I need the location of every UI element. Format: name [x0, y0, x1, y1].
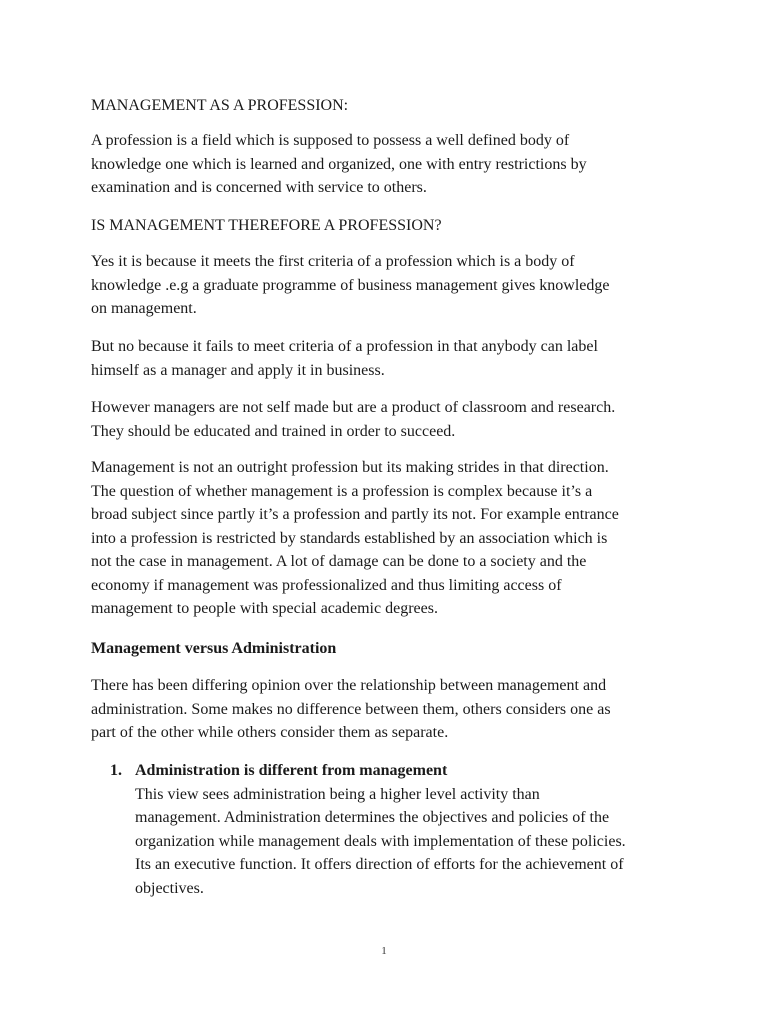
- paragraph-line: on management.: [91, 300, 197, 317]
- paragraph-line: broad subject since partly it’s a profession and partly its not. For example entrance: [91, 506, 619, 523]
- list-item: [135, 759, 626, 900]
- paragraph-line: They should be educated and trained in order to succeed.: [91, 422, 456, 440]
- paragraph-line: There has been differing opinion over the relationship between management and: [91, 677, 607, 694]
- paragraph-line: A profession is a field which is supposed to possess a well defined body of: [91, 132, 570, 149]
- paragraph-line: knowledge one which is learned and organized, one with entry restrictions by: [91, 155, 587, 173]
- paragraph-yes-reason: [91, 250, 691, 321]
- list-item-line: This view sees administration being a higher level activity than: [135, 785, 540, 803]
- question-heading: IS MANAGEMENT THEREFORE A PROFESSION?: [91, 217, 442, 234]
- paragraph-line: The question of whether management is a profession is complex because it’s a: [91, 482, 593, 500]
- list-item-line: organization while management deals with implementation of these policies.: [135, 832, 626, 850]
- paragraph-line: Yes it is because it meets the first criteria of a profession which is a body of: [91, 253, 575, 270]
- paragraph-line: management to people with special academic degrees.: [91, 600, 438, 617]
- paragraph-line: not the case in management. A lot of damage can be done to a society and the: [91, 553, 587, 570]
- paragraph-line: part of the other while others consider them as separate.: [91, 724, 449, 741]
- paragraph-line: knowledge .e.g a graduate programme of business management gives knowledge: [91, 276, 610, 294]
- section-heading: Management versus Administration: [91, 640, 337, 657]
- paragraph-line: examination and is concerned with service to others.: [91, 179, 427, 196]
- list-item-line: objectives.: [135, 879, 204, 897]
- paragraph-line: himself as a manager and apply it in business.: [91, 361, 385, 379]
- paragraph-profession-complexity: [91, 456, 691, 621]
- paragraph-no-reason: [91, 335, 691, 382]
- page-number: 1: [381, 945, 387, 957]
- list-item-line: management. Administration determines the objectives and policies of the: [135, 809, 610, 826]
- list-item-heading: Administration is different from management: [135, 762, 448, 779]
- list-item-line: Its an executive function. It offers direction of efforts for the achievement of: [135, 856, 624, 873]
- paragraph-line: But no because it fails to meet criteria of a profession in that anybody can label: [91, 338, 598, 355]
- paragraph-differing-opinion: [91, 674, 691, 745]
- paragraph-line: into a profession is restricted by standards established by an association which is: [91, 529, 608, 547]
- document-title: MANAGEMENT AS A PROFESSION:: [91, 97, 349, 114]
- list-item-number: 1.: [110, 762, 122, 779]
- paragraph-line: Management is not an outright profession but its making strides in that direction.: [91, 459, 609, 476]
- paragraph-profession-definition: [91, 129, 691, 200]
- paragraph-line: However managers are not self made but are a product of classroom and research.: [91, 399, 616, 416]
- paragraph-managers-education: [91, 396, 691, 443]
- paragraph-line: economy if management was professionalized and thus limiting access of: [91, 576, 562, 594]
- paragraph-line: administration. Some makes no difference between them, others considers one as: [91, 700, 611, 718]
